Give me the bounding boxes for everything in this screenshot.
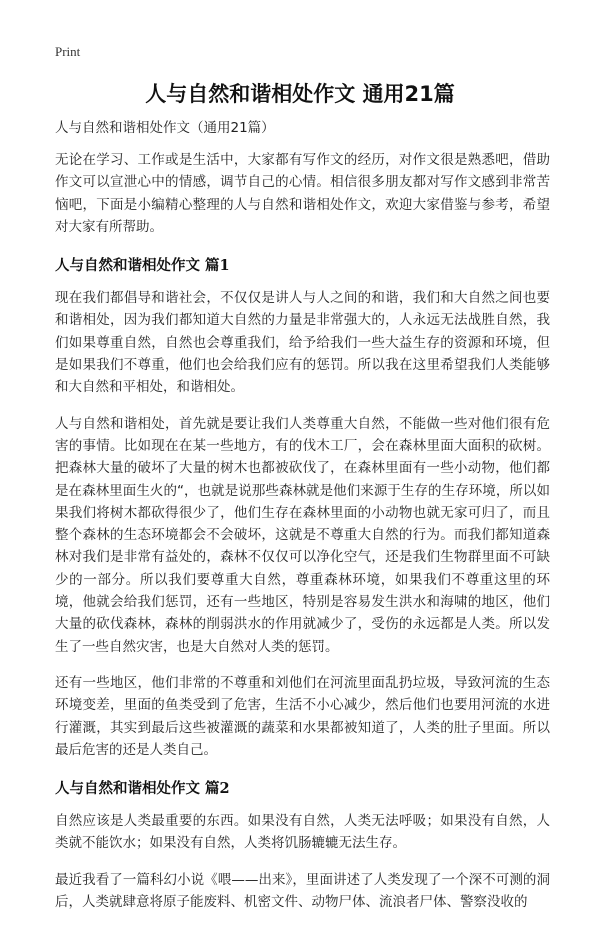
section-heading-2: 人与自然和谐相处作文 篇2 [55,780,230,798]
section2-paragraph: 自然应该是人类最重要的东西。如果没有自然，人类无法呼吸；如果没有自然，人类就不能饮水；如果没有自然，人类将饥肠辘辘无法生存。 [55,813,550,852]
print-link[interactable]: Print [55,44,81,59]
section1-paragraph: 还有一些地区，他们非常的不尊重和刘他们在河流里面乱扔垃圾，导致河流的生态环境变差，里面的鱼类受到了危害，生活不小心减少，然后他们也要用河流的水进行灌溉，其实到最后这些被灌溉的蔬菜和水果都被知道了，人类的肚子里面。所以最后危害的还是人类自己。 [55,674,550,758]
article-body [55,118,550,927]
intro-paragraph: 无论在学习、工作或是生活中，大家都有写作文的经历，对作文很是熟悉吧，借助作文可以宣泄心中的情感，调节自己的心情。相信很多朋友都对写作文感到非常苦恼吧，下面是小编精心整理的人与自然和谐相处作文，欢迎大家借鉴与参考，希望对大家有所帮助。 [55,152,550,235]
section-heading-1: 人与自然和谐相处作文 篇1 [55,257,230,275]
section2-paragraph: 最近我看了一篇科幻小说《喂——出来》，里面讲述了人类发现了一个深不可测的洞后，人类就肆意将原子能废料、机密文件、动物尸体、流浪者尸体、警察没收的 [55,871,550,911]
section1-paragraph: 现在我们都倡导和谐社会，不仅仅是讲人与人之间的和谐，我们和大自然之间也要和谐相处，因为我们都知道大自然的力量是非常强大的，人永远无法战胜自然，我们如果尊重自然，自然也会尊重我们，给予给我们一些大益生存的资源和环境，但是如果我们不尊重，他们也会给我们应有的惩罚。所以我在这里希望我们人类能够和大自然和平相处，和谐相处。 [55,290,550,396]
page-title: 人与自然和谐相处作文 通用21篇 [145,82,455,106]
article-subtitle: 人与自然和谐相处作文（通用21篇） [55,120,275,136]
section1-paragraph: 人与自然和谐相处，首先就是要让我们人类尊重大自然，不能做一些对他们很有危害的事情。比如现在在某一些地方，有的伐木工厂，会在森林里面大面积的砍树。把森林大量的破坏了大量的树木也都被砍伐了，在森林里面有一些小动物，他们都是在森林里面生火的“，也就是说那些森林就是他们来源于生存的生存环境，所以如果我们将树木都砍得很少了，他们生存在森林里面的小动物也就无家可归了，而且整个森林的生态环境都会不会破坏，这就是不尊重大自然的行为。而我们都知道森林对我们是非常有益处的，森林不仅仅可以净化空气，还是我们生物群里面不可缺少的一部分。所以我们要尊重大自然，尊重森林环境，如果我们不尊重这里的环境，他就会给我们惩罚，还有一些地区，特别是容易发生洪水和海啸的地区，他们大量的砍伐森林，森林的削弱洪水的作用就减少了，受伤的永远都是人类。所以发生了一些自然灾害，也是大自然对人类的惩罚。 [55,415,550,655]
